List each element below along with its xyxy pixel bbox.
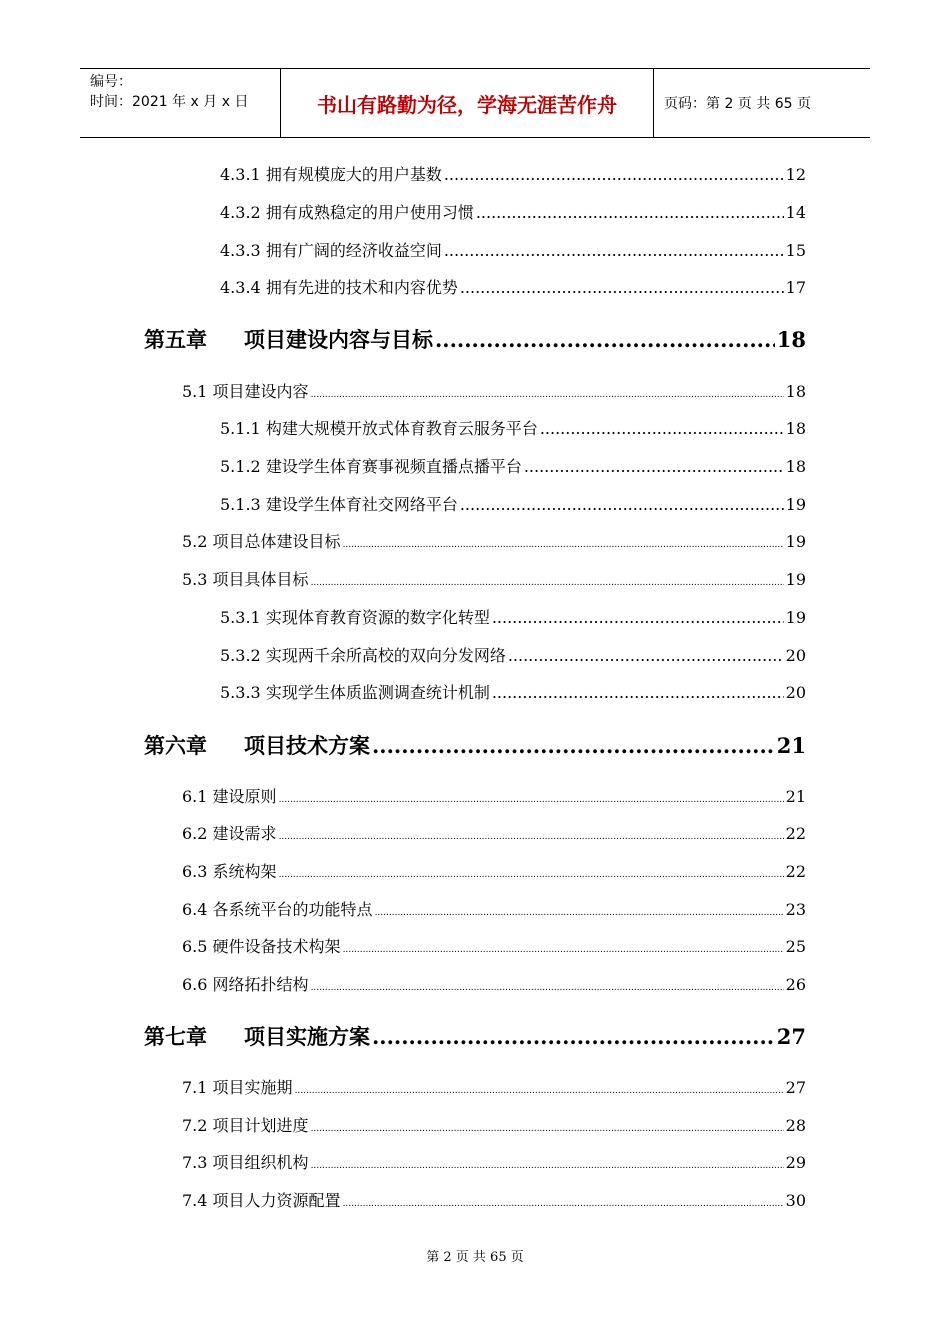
toc-entry-title: 网络拓扑结构 — [212, 975, 309, 994]
toc-entry[interactable] — [182, 1150, 806, 1173]
toc-entry-number: 5.1.2 — [220, 457, 261, 476]
toc-entry-number: 7.1 — [182, 1078, 208, 1097]
toc-leader — [444, 165, 784, 184]
toc-entry-page: 20 — [785, 683, 806, 702]
toc-leader — [372, 733, 775, 758]
toc-entry-page: 15 — [785, 241, 806, 260]
page-header — [80, 68, 870, 138]
toc-leader — [343, 540, 784, 550]
toc-leader — [279, 832, 784, 842]
toc-entry-title: 实现学生体质监测调查统计机制 — [265, 683, 490, 702]
toc-chapter[interactable] — [144, 324, 806, 354]
toc-entry-number: 5.3.1 — [220, 608, 261, 627]
toc-entry[interactable] — [182, 821, 806, 844]
toc-leader — [295, 1086, 784, 1096]
toc-entry-page: 19 — [785, 570, 806, 589]
toc-leader — [540, 419, 784, 438]
toc-leader — [311, 390, 784, 400]
toc-chapter-page: 21 — [776, 733, 806, 758]
toc-leader — [311, 983, 784, 993]
toc-leader — [279, 795, 784, 805]
toc-entry[interactable] — [182, 379, 806, 402]
toc-entry[interactable] — [220, 162, 806, 185]
toc-entry-number: 6.4 — [182, 900, 208, 919]
toc-entry[interactable] — [220, 605, 806, 628]
toc-leader — [508, 646, 784, 665]
toc-entry-title: 建设学生体育赛事视频直播点播平台 — [265, 457, 522, 476]
toc-chapter-number: 第七章 — [144, 1024, 207, 1049]
toc-entry[interactable] — [220, 200, 806, 223]
toc-entry-page: 21 — [785, 787, 806, 806]
toc-entry-title: 建设需求 — [212, 824, 277, 843]
toc-entry-title: 项目组织机构 — [212, 1153, 309, 1172]
toc-entry-number: 6.1 — [182, 787, 208, 806]
toc-entry-title: 实现体育教育资源的数字化转型 — [265, 608, 490, 627]
toc-entry[interactable] — [182, 1075, 806, 1098]
toc-entry[interactable] — [220, 643, 806, 666]
toc-chapter-number: 第六章 — [144, 733, 207, 758]
toc-entry[interactable] — [220, 275, 806, 298]
date-label: 时间：2021 年 x 月 x 日 — [90, 94, 249, 110]
toc-leader — [460, 278, 784, 297]
toc-entry-number: 5.1.1 — [220, 419, 261, 438]
toc-entry-page: 27 — [785, 1078, 806, 1097]
toc-entry-page: 23 — [785, 900, 806, 919]
toc-leader — [372, 1024, 775, 1049]
toc-leader — [435, 327, 775, 352]
toc-leader — [279, 870, 784, 880]
toc-entry-number: 4.3.4 — [220, 278, 261, 297]
toc-leader — [311, 1161, 784, 1171]
code-label: 编号： — [90, 74, 132, 90]
toc-leader — [343, 1199, 784, 1209]
toc-entry-title: 项目总体建设目标 — [212, 532, 341, 551]
toc-entry-number: 7.3 — [182, 1153, 208, 1172]
toc-entry-title: 各系统平台的功能特点 — [212, 900, 373, 919]
toc-entry-title: 拥有规模庞大的用户基数 — [265, 165, 442, 184]
toc-entry-title: 拥有成熟稳定的用户使用习惯 — [265, 203, 474, 222]
toc-entry-title: 项目建设内容 — [212, 382, 309, 401]
toc-entry-title: 硬件设备技术构架 — [212, 937, 341, 956]
toc-chapter-title: 项目实施方案 — [244, 1024, 370, 1049]
toc-entry-page: 17 — [785, 278, 806, 297]
toc-entry-page: 28 — [785, 1116, 806, 1135]
toc-entry[interactable] — [182, 972, 806, 995]
toc-leader — [524, 457, 784, 476]
toc-entry-page: 26 — [785, 975, 806, 994]
toc-chapter-page: 27 — [776, 1024, 806, 1049]
toc-entry-page: 30 — [785, 1191, 806, 1210]
toc-entry-page: 14 — [785, 203, 806, 222]
toc-entry[interactable] — [182, 897, 806, 920]
toc-entry-number: 5.2 — [182, 532, 208, 551]
toc-entry-title: 构建大规模开放式体育教育云服务平台 — [265, 419, 538, 438]
toc-entry-title: 项目具体目标 — [212, 570, 309, 589]
toc-entry-number: 6.6 — [182, 975, 208, 994]
header-motto: 书山有路勤为径，学海无涯苦作舟 — [280, 69, 654, 137]
toc-chapter[interactable] — [144, 730, 806, 760]
page-footer: 第 2 页 共 65 页 — [426, 1250, 524, 1265]
toc-entry-number: 5.3.2 — [220, 646, 261, 665]
toc-entry-page: 22 — [785, 862, 806, 881]
toc-entry[interactable] — [182, 567, 806, 590]
toc-entry-page: 12 — [785, 165, 806, 184]
toc-entry-number: 6.5 — [182, 937, 208, 956]
toc-entry-page: 18 — [785, 457, 806, 476]
toc-leader — [375, 908, 784, 918]
toc-entry-title: 建设学生体育社交网络平台 — [265, 495, 458, 514]
toc-leader — [476, 203, 784, 222]
toc-entry[interactable] — [182, 859, 806, 882]
toc-entry[interactable] — [220, 680, 806, 703]
toc-entry-title: 项目计划进度 — [212, 1116, 309, 1135]
toc-entry-page: 18 — [785, 382, 806, 401]
toc-entry[interactable] — [182, 784, 806, 807]
toc-entry-page: 18 — [785, 419, 806, 438]
toc-entry-number: 4.3.1 — [220, 165, 261, 184]
toc-entry-number: 5.1 — [182, 382, 208, 401]
header-meta — [80, 69, 280, 137]
toc-entry-title: 系统构架 — [212, 862, 277, 881]
toc-entry[interactable] — [220, 238, 806, 261]
toc-entry-page: 19 — [785, 608, 806, 627]
toc-entry[interactable] — [182, 529, 806, 552]
toc-chapter[interactable] — [144, 1021, 806, 1051]
toc-leader — [492, 608, 784, 627]
toc-chapter-title: 项目技术方案 — [244, 733, 370, 758]
toc-entry-title: 建设原则 — [212, 787, 277, 806]
toc-entry-title: 项目人力资源配置 — [212, 1191, 341, 1210]
toc-entry-number: 7.2 — [182, 1116, 208, 1135]
toc-entry[interactable] — [182, 1113, 806, 1136]
toc-entry-page: 22 — [785, 824, 806, 843]
toc-entry[interactable] — [182, 934, 806, 957]
toc-entry[interactable] — [182, 1188, 806, 1211]
toc-leader — [492, 683, 784, 702]
toc-entry-page: 29 — [785, 1153, 806, 1172]
toc-leader — [311, 578, 784, 588]
toc-entry-title: 项目实施期 — [212, 1078, 293, 1097]
toc-entry-page: 19 — [785, 532, 806, 551]
header-page-info: 页码：第 2 页 共 65 页 — [664, 96, 811, 112]
toc-leader — [444, 241, 784, 260]
toc-chapter-page: 18 — [776, 327, 806, 352]
toc-entry-page: 19 — [785, 495, 806, 514]
toc-leader — [460, 495, 784, 514]
toc-entry[interactable] — [220, 416, 806, 439]
toc-leader — [311, 1124, 784, 1134]
toc-entry-number: 4.3.3 — [220, 241, 261, 260]
toc-entry-title: 拥有先进的技术和内容优势 — [265, 278, 458, 297]
toc-entry-number: 6.3 — [182, 862, 208, 881]
toc-entry[interactable] — [220, 454, 806, 477]
toc-entry-page: 25 — [785, 937, 806, 956]
toc-entry[interactable] — [220, 492, 806, 515]
toc-entry-title: 实现两千余所高校的双向分发网络 — [265, 646, 506, 665]
toc-entry-number: 5.3.3 — [220, 683, 261, 702]
toc-entry-number: 6.2 — [182, 824, 208, 843]
toc-entry-page: 20 — [785, 646, 806, 665]
toc-entry-number: 4.3.2 — [220, 203, 261, 222]
toc-leader — [343, 945, 784, 955]
toc-entry-number: 5.1.3 — [220, 495, 261, 514]
toc-entry-number: 5.3 — [182, 570, 208, 589]
toc-entry-title: 拥有广阔的经济收益空间 — [265, 241, 442, 260]
toc-entry-number: 7.4 — [182, 1191, 208, 1210]
toc-chapter-number: 第五章 — [144, 327, 207, 352]
toc-chapter-title: 项目建设内容与目标 — [244, 327, 433, 352]
